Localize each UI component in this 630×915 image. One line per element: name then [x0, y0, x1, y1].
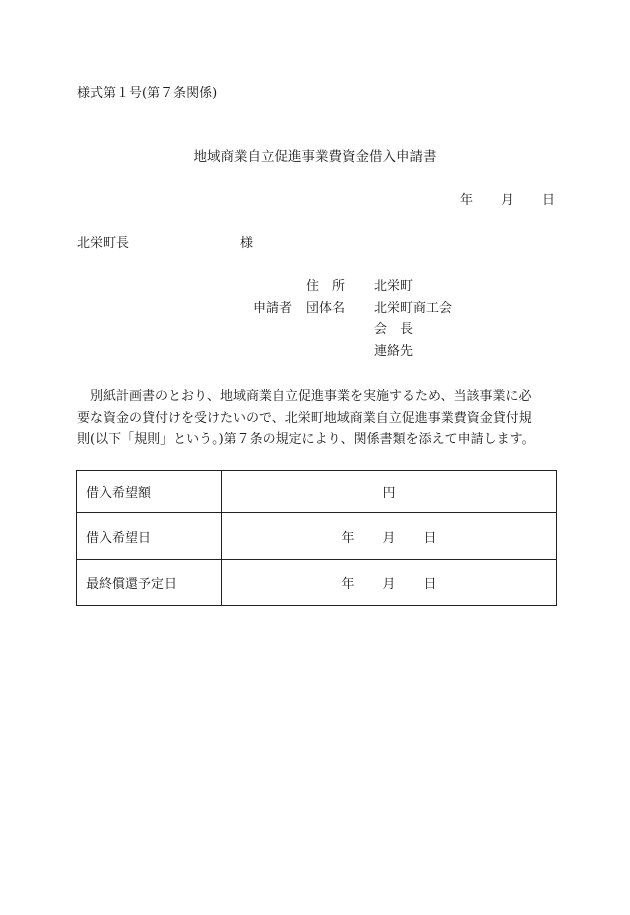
loan-date-label: 借入希望日 — [77, 513, 222, 560]
applicant-role-label: 申請者 — [253, 301, 293, 316]
final-repayment-label: 最終償還予定日 — [77, 560, 222, 606]
month-unit: 月 — [382, 577, 396, 592]
date-month: 月 — [501, 193, 515, 208]
loan-date-value — [222, 513, 557, 560]
loan-details-table — [76, 470, 557, 606]
date-year: 年 — [460, 193, 474, 208]
addressee: 北栄町長 — [77, 236, 130, 251]
loan-amount-label: 借入希望額 — [77, 471, 222, 513]
final-repayment-value — [222, 560, 557, 606]
loan-amount-value — [222, 471, 557, 513]
document-title: 地域商業自立促進事業費資金借入申請書 — [193, 149, 437, 165]
day-unit: 日 — [423, 530, 437, 546]
table-row — [77, 560, 557, 606]
chairman-label: 会 長 — [374, 322, 414, 337]
form-number: 様式第１号(第７条関係) — [77, 86, 218, 101]
organization-label: 団体名 — [306, 301, 346, 316]
statement-line: 要な資金の貸付けを受けたいので、北栄町地域商業自立促進事業費資金貸付規 — [77, 410, 532, 426]
organization-value: 北栄町商工会 — [374, 301, 453, 316]
date-day: 日 — [542, 193, 556, 208]
statement-line: 則(以下「規則」という。)第７条の規定により、関係書類を添えて申請します。 — [77, 432, 535, 447]
day-unit: 日 — [423, 577, 437, 592]
application-date — [460, 194, 555, 207]
contact-label: 連絡先 — [374, 344, 414, 359]
year-unit: 年 — [341, 577, 355, 592]
address-label: 住 所 — [306, 279, 346, 294]
yen-unit: 円 — [382, 486, 396, 501]
honorific: 様 — [240, 236, 254, 251]
statement-line: 別紙計画書のとおり、地域商業自立促進事業を実施するため、当該事業に必 — [77, 389, 532, 404]
address-value: 北栄町 — [374, 279, 414, 294]
table-row — [77, 513, 557, 560]
application-statement — [77, 386, 557, 451]
table-row — [77, 471, 557, 513]
month-unit: 月 — [382, 530, 396, 546]
year-unit: 年 — [341, 530, 355, 546]
